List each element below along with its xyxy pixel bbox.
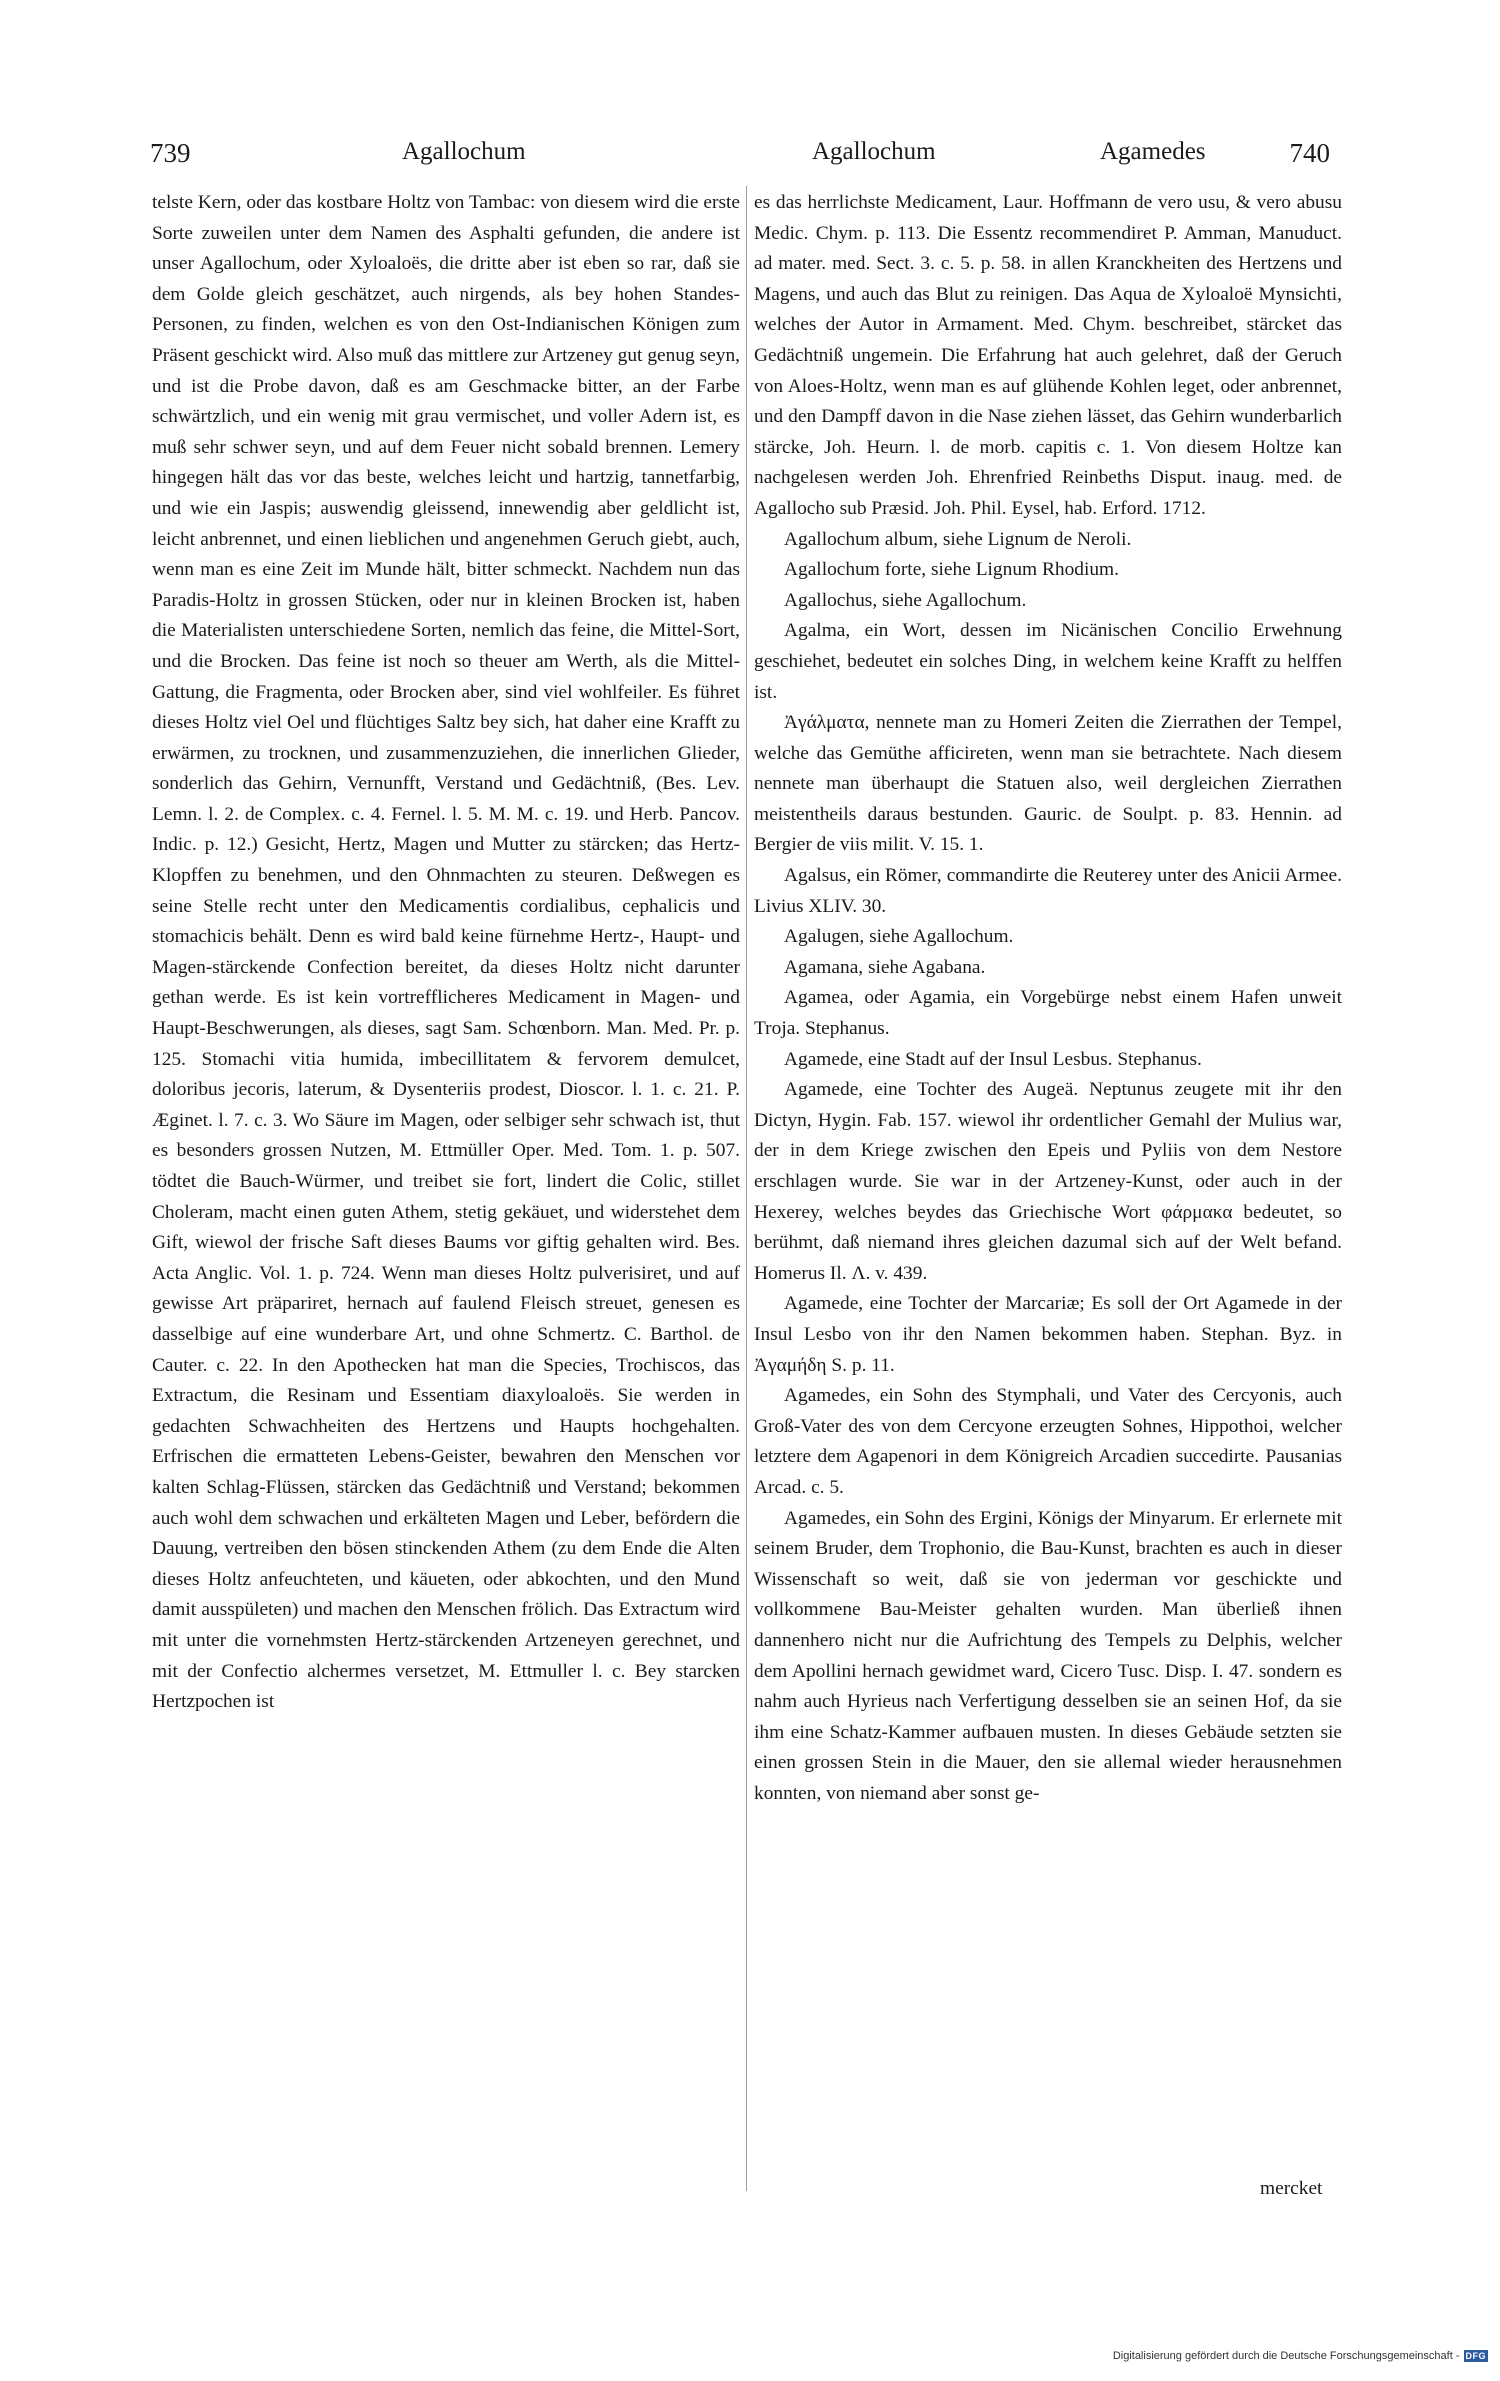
entry-paragraph: Agamedes, ein Sohn des Ergini, Königs der Minyarum. Er erlernete mit seinem Bruder, dem Trophonio, die Bau-Kunst, brachten es auch in dieser Wissenschaft so weit, daß sie von jederman vor geschickte und vollkommene Bau-Meister gehalten wurden. Man überließ ihnen dannenhero nicht nur die Aufrichtung des Tempels zu Delphis, welcher dem Apollini hernach gewidmet ward, Cicero Tusc. Disp. I. 47. sondern es nahm auch Hyrieus nach Verfertigung desselben sie an seinen Hof, da sie ihm eine Schatz-Kammer aufbauen musten. In dieses Gebäude setzten sie einen grossen Stein in die Mauer, den sie allemal wieder herausnehmen konnten, von niemand aber sonst ge- bbox=[754, 1507, 1342, 1804]
running-head-left: Agallochum bbox=[402, 138, 526, 165]
running-header bbox=[150, 138, 1330, 180]
right-column bbox=[754, 188, 1342, 1809]
credit-text: Digitalisierung gefördert durch die Deutsche Forschungsgemeinschaft - bbox=[1112, 2350, 1460, 2362]
entry-paragraph: es das herrlichste Medicament, Laur. Hoffmann de vero usu, & vero abusu Medic. Chym. p. 113. Die Essentz recommendiret P. Amman, Manuduct. ad mater. med. Sect. 3. c. 5. p. 58. in allen Kranckheiten des Hertzens und Magens, und auch das Blut zu reinigen. Das Aqua de Xyloaloë Mynsichti, welches der Autor in Armament. Med. Chym. beschreibet, stärcket das Gedächtniß ungemein. Die Erfahrung hat auch gelehret, daß der Geruch von Aloes-Holtz, wenn man es auf glühende Kohlen leget, oder anbrennet, und den Dampff davon in die Nase ziehen lässet, das Gehirn wunderbarlich stärcke, Joh. Heurn. l. de morb. capitis c. 1. Von diesem Holtze kan nachgelesen werden Joh. Ehrenfried Reinbeths Disput. inaug. med. de Agallocho sub Præsid. Joh. Phil. Eysel, hab. Erford. 1712. bbox=[754, 192, 1342, 519]
page-number-right: 740 bbox=[1289, 138, 1330, 168]
left-column-text: telste Kern, oder das kostbare Holtz von Tambac: von diesem wird die erste Sorte zuweilen unter dem Namen des Asphalti gefunden, die andere ist unser Agallochum, oder Xyloaloës, die dritte aber ist eben so rar, daß sie dem Golde gleich geschätzet, auch nirgends, als bey hohen Standes-Personen, zu finden, welchen es von den Ost-Indianischen Königen zum Präsent geschickt wird. Also muß das mittlere zur Artzeney gut genug seyn, und ist die Probe davon, daß es am Geschmacke bitter, an der Farbe schwärtzlich, und ein wenig mit grau vermischet, und voller Adern ist, es muß sehr schwer seyn, und auf dem Feuer nicht sobald brennen. Lemery hingegen hält das vor das beste, welches leicht und hartzig, tannetfarbig, und wie ein Jaspis; auswendig gleissend, innewendig aber geldlicht ist, leicht anbrennet, und einen lieblichen und angenehmen Geruch giebt, auch, wenn man es eine Zeit im Munde hält, bitter schmeckt. Nachdem nun das Paradis-Holtz in grossen Stücken, oder nur in kleinen Brocken ist, haben die Materialisten unterschiedene Sorten, nemlich das feine, die Mittel-Sort, und die Brocken. Das feine ist noch so theuer am Werth, als die Mittel-Gattung, die Fragmenta, oder Brocken aber, sind viel wohlfeiler. Es führet dieses Holtz viel Oel und flüchtiges Saltz bey sich, hat daher eine Krafft zu erwärmen, zu trocknen, und zusammenzuziehen, die innerlichen Glieder, sonderlich das Gehirn, Vernunfft, Verstand und Gedächtniß, (Bes. Lev. Lemn. l. 2. de Complex. c. 4. Fernel. l. 5. M. M. c. 19. und Herb. Pancov. Indic. p. 12.) Gesicht, Hertz, Magen und Mutter zu stärcken; das Hertz-Klopffen zu benehmen, und den Ohnmachten zu steuren. Deßwegen es seine Stelle recht unter den Medicamentis cordialibus, cephalicis und stomachicis behält. Denn es wird bald keine fürnehme Hertz-, Haupt- und Magen-stärckende Confection bereitet, da dieses Holtz nicht darunter gethan werde. Es ist kein vortrefflicheres Medicament in Magen- und Haupt-Beschwerungen, als dieses, sagt Sam. Schœnborn. Man. Med. Pr. p. 125. Stomachi vitia humida, imbecillitatem & fervorem demulcet, doloribus jecoris, laterum, & Dysenteriis prodest, Dioscor. l. 1. c. 21. P. Æginet. l. 7. c. 3. Wo Säure im Magen, oder selbiger sehr schwach ist, thut es besonders grossen Nutzen, M. Ettmüller Oper. Med. Tom. 1. p. 507. tödtet die Bauch-Würmer, und treibet sie fort, lindert die Colic, stillet Choleram, macht einen guten Athem, stetig gekäuet, und widerstehet dem Gift, wiewol der frische Saft dieses Baums vor giftig gehalten wird. Bes. Acta Anglic. Vol. 1. p. 724. Wenn man dieses Holtz pulverisiret, und auf gewisse Art präpariret, hernach auf faulend Fleisch streuet, genesen es dasselbige auf eine wunderbare Art, und ohne Schmertz. C. Barthol. de Cauter. c. 22. In den Apothecken hat man die Species, Trochiscos, das Extractum, die Resinam und Essentiam diaxyloaloës. Sie werden in gedachten Schwachheiten des Hertzens und Haupts hochgehalten. Erfrischen die ermatteten Lebens-Geister, bewahren den Menschen vor kalten Schlag-Flüssen, stärcken das Gedächtniß und Verstand; bekommen auch wohl dem schwachen und erkälteten Magen und Leber, befördern die Dauung, vertreiben den bösen stinckenden Athem (zu dem Ende die Alten dieses Holtz anfeuchteten, und käueten, oder abkochten, und den Mund damit ausspületen) und machen den Menschen frölich. Das Extractum wird mit unter die vornehmsten Hertz-stärckenden Artzeneyen gerechnet, und mit der Confectio alchermes versetzet, M. Ettmuller l. c. Bey starcken Hertzpochen ist bbox=[152, 192, 740, 1713]
running-head-center: Agallochum bbox=[812, 138, 936, 165]
column-divider bbox=[746, 186, 747, 2191]
entry-paragraph: Agamea, oder Agamia, ein Vorgebürge nebst einem Hafen unweit Troja. Stephanus. bbox=[754, 987, 1342, 1040]
dfg-logo: DFG bbox=[1465, 2351, 1486, 2361]
entry-paragraph: Agallochum forte, siehe Lignum Rhodium. bbox=[784, 559, 1119, 581]
entry-paragraph: Agalsus, ein Römer, commandirte die Reuterey unter des Anicii Armee. Livius XLIV. 30. bbox=[754, 865, 1342, 917]
catchword: mercket bbox=[1260, 2178, 1323, 2199]
entry-paragraph: Agamana, siehe Agabana. bbox=[784, 956, 986, 978]
entry-paragraph: Agalugen, siehe Agallochum. bbox=[784, 926, 1014, 948]
entry-paragraph: Ἀγάλματα, nennete man zu Homeri Zeiten die Zierrathen der Tempel, welche das Gemüthe afficireten, wenn man sie betrachtete. Nach diesem nennete man überhaupt die Statuen also, weil dergleichen Zierrathen meistentheils daraus bestunden. Gauric. de Soulpt. p. 83. Hennin. ad Bergier de viis milit. V. 15. 1. bbox=[754, 712, 1342, 856]
entry-paragraph: Agamede, eine Stadt auf der Insul Lesbus. Stephanus. bbox=[784, 1048, 1202, 1070]
entry-paragraph: Agamede, eine Tochter des Augeä. Neptunus zeugete mit ihr den Dictyn, Hygin. Fab. 157. wiewol ihr ordentlicher Gemahl der Mulius war, der in dem Kriege zwischen den Epeis und Pyliis von dem Nestore erschlagen wurde. Sie war in der Artzeney-Kunst, oder auch in der Hexerey, welches beydes das Griechische Wort φάρμακα bedeutet, so berühmt, daß niemand ihres gleichen dazumal sich auf der Welt befand. Homerus Il. Λ. v. 439. bbox=[754, 1079, 1342, 1284]
running-head-right: Agamedes bbox=[1100, 138, 1206, 165]
entry-paragraph: Agallochus, siehe Agallochum. bbox=[784, 589, 1027, 611]
entry-paragraph: Agallochum album, siehe Lignum de Neroli. bbox=[784, 528, 1132, 550]
left-column bbox=[152, 188, 740, 1718]
page-number-left: 739 bbox=[150, 138, 191, 168]
entry-paragraph: Agamedes, ein Sohn des Stymphali, und Vater des Cercyonis, auch Groß-Vater des von dem Cercyone erzeugten Sohnes, Hippothoi, welcher letztere dem Agapenori in dem Königreich Arcadien succedirte. Pausanias Arcad. c. 5. bbox=[754, 1385, 1342, 1498]
entry-paragraph: Agamede, eine Tochter der Marcariæ; Es soll der Ort Agamede in der Insul Lesbo von ihr den Namen bekommen haben. Stephan. Byz. in Ἀγαμήδη S. p. 11. bbox=[754, 1293, 1342, 1376]
digitization-credit bbox=[1113, 2350, 1488, 2362]
entry-paragraph: Agalma, ein Wort, dessen im Nicänischen Concilio Erwehnung geschiehet, bedeutet ein solches Ding, in welchem keine Krafft zu helffen ist. bbox=[754, 620, 1342, 703]
